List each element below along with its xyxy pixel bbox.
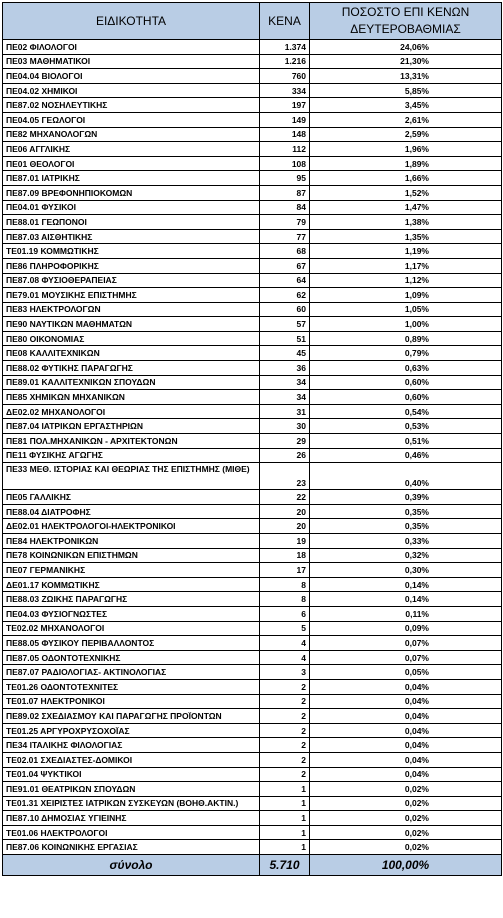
percent-cell: 0,05% <box>310 665 502 680</box>
percent-cell: 0,89% <box>310 331 502 346</box>
specialty-cell: ΠΕ08 ΚΑΛΛΙΤΕΧΝΙΚΩΝ <box>3 346 260 361</box>
specialty-cell: ΠΕ88.01 ΓΕΩΠΟΝΟΙ <box>3 215 260 230</box>
percent-cell: 0,46% <box>310 448 502 463</box>
vacancies-cell: 112 <box>260 142 310 157</box>
percent-cell: 3,45% <box>310 98 502 113</box>
vacancies-cell: 34 <box>260 375 310 390</box>
percent-cell: 0,60% <box>310 390 502 405</box>
vacancies-cell: 4 <box>260 650 310 665</box>
vacancies-table <box>2 2 502 876</box>
percent-cell: 1,66% <box>310 171 502 186</box>
table-row <box>3 346 502 361</box>
vacancies-cell: 2 <box>260 723 310 738</box>
vacancies-cell: 36 <box>260 361 310 376</box>
specialty-cell: ΠΕ87.03 ΑΙΣΘΗΤΙΚΗΣ <box>3 229 260 244</box>
vacancies-cell: 17 <box>260 563 310 578</box>
specialty-cell: ΠΕ84 ΗΛΕΚΤΡΟΝΙΚΩΝ <box>3 534 260 549</box>
vacancies-cell: 2 <box>260 679 310 694</box>
specialty-cell: ΔΕ02.01 ΗΛΕΚΤΡΟΛΟΓΟΙ-ΗΛΕΚΤΡΟΝΙΚΟΙ <box>3 519 260 534</box>
table-row <box>3 490 502 505</box>
percent-cell: 0,53% <box>310 419 502 434</box>
table-row <box>3 811 502 826</box>
specialty-cell: ΠΕ83 ΗΛΕΚΤΡΟΛΟΓΩΝ <box>3 302 260 317</box>
table-row <box>3 273 502 288</box>
percent-cell: 2,59% <box>310 127 502 142</box>
vacancies-cell: 148 <box>260 127 310 142</box>
percent-cell: 0,40% <box>310 463 502 490</box>
vacancies-cell: 1 <box>260 811 310 826</box>
total-percent: 100,00% <box>310 855 502 876</box>
table-row <box>3 302 502 317</box>
specialty-cell: ΠΕ03 ΜΑΘΗΜΑΤΙΚΟΙ <box>3 54 260 69</box>
percent-cell: 0,04% <box>310 767 502 782</box>
percent-cell: 1,09% <box>310 288 502 303</box>
vacancies-cell: 34 <box>260 390 310 405</box>
percent-cell: 1,52% <box>310 185 502 200</box>
table-row <box>3 606 502 621</box>
vacancies-cell: 51 <box>260 331 310 346</box>
table-row <box>3 258 502 273</box>
percent-cell: 1,96% <box>310 142 502 157</box>
table-row <box>3 738 502 753</box>
table-row <box>3 563 502 578</box>
table-row <box>3 723 502 738</box>
specialty-cell: ΠΕ89.01 ΚΑΛΛΙΤΕΧΝΙΚΩΝ ΣΠΟΥΔΩΝ <box>3 375 260 390</box>
percent-cell: 0,79% <box>310 346 502 361</box>
specialty-cell: ΠΕ06 ΑΓΓΛΙΚΗΣ <box>3 142 260 157</box>
vacancies-cell: 60 <box>260 302 310 317</box>
table-row <box>3 679 502 694</box>
vacancies-cell: 23 <box>260 463 310 490</box>
specialty-cell: ΠΕ05 ΓΑΛΛΙΚΗΣ <box>3 490 260 505</box>
percent-cell: 21,30% <box>310 54 502 69</box>
specialty-cell: ΠΕ87.04 ΙΑΤΡΙΚΩΝ ΕΡΓΑΣΤΗΡΙΩΝ <box>3 419 260 434</box>
table-row <box>3 244 502 259</box>
vacancies-cell: 30 <box>260 419 310 434</box>
specialty-cell: ΤΕ02.01 ΣΧΕΔΙΑΣΤΕΣ-ΔΟΜΙΚΟΙ <box>3 752 260 767</box>
specialty-cell: ΠΕ04.03 ΦΥΣΙΟΓΝΩΣΤΕΣ <box>3 606 260 621</box>
vacancies-cell: 4 <box>260 636 310 651</box>
vacancies-cell: 1.216 <box>260 54 310 69</box>
specialty-cell: ΠΕ01 ΘΕΟΛΟΓΟΙ <box>3 156 260 171</box>
table-row <box>3 577 502 592</box>
percent-cell: 24,06% <box>310 40 502 55</box>
table-row <box>3 548 502 563</box>
table-row <box>3 185 502 200</box>
percent-cell: 0,04% <box>310 738 502 753</box>
vacancies-cell: 334 <box>260 83 310 98</box>
vacancies-cell: 64 <box>260 273 310 288</box>
table-row <box>3 331 502 346</box>
table-header <box>3 3 502 40</box>
table-row <box>3 127 502 142</box>
vacancies-cell: 77 <box>260 229 310 244</box>
vacancies-cell: 18 <box>260 548 310 563</box>
vacancies-cell: 57 <box>260 317 310 332</box>
specialty-cell: ΤΕ01.26 ΟΔΟΝΤΟΤΕΧΝΙΤΕΣ <box>3 679 260 694</box>
percent-cell: 1,12% <box>310 273 502 288</box>
specialty-cell: ΠΕ90 ΝΑΥΤΙΚΩΝ ΜΑΘΗΜΑΤΩΝ <box>3 317 260 332</box>
percent-cell: 1,47% <box>310 200 502 215</box>
percent-cell: 0,60% <box>310 375 502 390</box>
specialty-cell: ΠΕ81 ΠΟΛ.ΜΗΧΑΝΙΚΩΝ - ΑΡΧΙΤΕΚΤΟΝΩΝ <box>3 434 260 449</box>
percent-cell: 0,11% <box>310 606 502 621</box>
table-row <box>3 142 502 157</box>
percent-cell: 1,35% <box>310 229 502 244</box>
table-row <box>3 709 502 724</box>
vacancies-cell: 1 <box>260 796 310 811</box>
vacancies-cell: 197 <box>260 98 310 113</box>
percent-cell: 0,02% <box>310 825 502 840</box>
vacancies-cell: 8 <box>260 592 310 607</box>
percent-cell: 0,39% <box>310 490 502 505</box>
table-row <box>3 592 502 607</box>
total-label: σύνολο <box>3 855 260 876</box>
specialty-cell: ΤΕ01.31 ΧΕΙΡΙΣΤΕΣ ΙΑΤΡΙΚΩΝ ΣΥΣΚΕΥΩΝ (ΒΟΗΘ.ΑΚΤΙΝ.) <box>3 796 260 811</box>
specialty-cell: ΠΕ04.04 ΒΙΟΛΟΓΟΙ <box>3 69 260 84</box>
vacancies-cell: 2 <box>260 767 310 782</box>
specialty-cell: ΠΕ87.08 ΦΥΣΙΟΘΕΡΑΠΕΙΑΣ <box>3 273 260 288</box>
table-row <box>3 840 502 855</box>
percent-cell: 0,04% <box>310 679 502 694</box>
table-row <box>3 621 502 636</box>
specialty-cell: ΠΕ88.04 ΔΙΑΤΡΟΦΗΣ <box>3 504 260 519</box>
specialty-cell: ΔΕ01.17 ΚΟΜΜΩΤΙΚΗΣ <box>3 577 260 592</box>
vacancies-cell: 1 <box>260 782 310 797</box>
table-row <box>3 229 502 244</box>
percent-cell: 0,04% <box>310 723 502 738</box>
vacancies-cell: 760 <box>260 69 310 84</box>
specialty-cell: ΤΕ01.04 ΨΥΚΤΙΚΟΙ <box>3 767 260 782</box>
vacancies-cell: 84 <box>260 200 310 215</box>
total-row <box>3 855 502 876</box>
vacancies-cell: 2 <box>260 709 310 724</box>
vacancies-cell: 95 <box>260 171 310 186</box>
specialty-cell: ΤΕ01.07 ΗΛΕΚΤΡΟΝΙΚΟΙ <box>3 694 260 709</box>
specialty-cell: ΠΕ87.09 ΒΡΕΦΟΝΗΠΙΟΚΟΜΩΝ <box>3 185 260 200</box>
specialty-cell: ΠΕ88.03 ΖΩΙΚΗΣ ΠΑΡΑΓΩΓΗΣ <box>3 592 260 607</box>
percent-cell: 2,61% <box>310 112 502 127</box>
percent-cell: 1,17% <box>310 258 502 273</box>
percent-cell: 1,89% <box>310 156 502 171</box>
header-row <box>3 3 502 40</box>
table-row <box>3 288 502 303</box>
percent-cell: 0,14% <box>310 592 502 607</box>
specialty-cell: ΠΕ02 ΦΙΛΟΛΟΓΟΙ <box>3 40 260 55</box>
percent-cell: 0,35% <box>310 519 502 534</box>
vacancies-cell: 19 <box>260 534 310 549</box>
table-row <box>3 650 502 665</box>
specialty-cell: ΠΕ88.02 ΦΥΤΙΚΗΣ ΠΑΡΑΓΩΓΗΣ <box>3 361 260 376</box>
table-row <box>3 434 502 449</box>
specialty-cell: ΠΕ91.01 ΘΕΑΤΡΙΚΩΝ ΣΠΟΥΔΩΝ <box>3 782 260 797</box>
table-row <box>3 419 502 434</box>
percent-cell: 1,38% <box>310 215 502 230</box>
vacancies-cell: 79 <box>260 215 310 230</box>
table-row <box>3 796 502 811</box>
specialty-cell: ΠΕ11 ΦΥΣΙΚΗΣ ΑΓΩΓΗΣ <box>3 448 260 463</box>
table-row <box>3 40 502 55</box>
specialty-cell: ΠΕ80 ΟΙΚΟΝΟΜΙΑΣ <box>3 331 260 346</box>
table-row <box>3 404 502 419</box>
table-row <box>3 534 502 549</box>
vacancies-cell: 68 <box>260 244 310 259</box>
percent-cell: 1,19% <box>310 244 502 259</box>
header-vacancies: ΚΕΝΑ <box>260 3 310 40</box>
vacancies-cell: 45 <box>260 346 310 361</box>
vacancies-cell: 108 <box>260 156 310 171</box>
table-row <box>3 463 502 490</box>
specialty-cell: ΠΕ88.05 ΦΥΣΙΚΟΥ ΠΕΡΙΒΑΛΛΟΝΤΟΣ <box>3 636 260 651</box>
table-row <box>3 767 502 782</box>
vacancies-cell: 62 <box>260 288 310 303</box>
vacancies-cell: 67 <box>260 258 310 273</box>
specialty-cell: ΤΕ01.06 ΗΛΕΚΤΡΟΛΟΓΟΙ <box>3 825 260 840</box>
table-row <box>3 317 502 332</box>
vacancies-cell: 20 <box>260 504 310 519</box>
table-row <box>3 112 502 127</box>
vacancies-cell: 1.374 <box>260 40 310 55</box>
percent-cell: 0,04% <box>310 752 502 767</box>
specialty-cell: ΤΕ01.25 ΑΡΓΥΡΟΧΡΥΣΟΧΟΪΑΣ <box>3 723 260 738</box>
specialty-cell: ΠΕ87.01 ΙΑΤΡΙΚΗΣ <box>3 171 260 186</box>
table-footer <box>3 855 502 876</box>
vacancies-cell: 26 <box>260 448 310 463</box>
table-row <box>3 825 502 840</box>
vacancies-cell: 1 <box>260 840 310 855</box>
table-row <box>3 390 502 405</box>
specialty-cell: ΠΕ85 ΧΗΜΙΚΩΝ ΜΗΧΑΝΙΚΩΝ <box>3 390 260 405</box>
vacancies-cell: 31 <box>260 404 310 419</box>
percent-cell: 0,02% <box>310 796 502 811</box>
table-row <box>3 83 502 98</box>
table-row <box>3 519 502 534</box>
percent-cell: 1,00% <box>310 317 502 332</box>
percent-cell: 5,85% <box>310 83 502 98</box>
percent-cell: 13,31% <box>310 69 502 84</box>
percent-cell: 0,09% <box>310 621 502 636</box>
vacancies-cell: 29 <box>260 434 310 449</box>
specialty-cell: ΠΕ82 ΜΗΧΑΝΟΛΟΓΩΝ <box>3 127 260 142</box>
specialty-cell: ΠΕ34 ΙΤΑΛΙΚΗΣ ΦΙΛΟΛΟΓΙΑΣ <box>3 738 260 753</box>
vacancies-cell: 2 <box>260 752 310 767</box>
table-row <box>3 156 502 171</box>
header-percent <box>310 3 502 40</box>
table-row <box>3 215 502 230</box>
percent-cell: 0,02% <box>310 811 502 826</box>
table-row <box>3 665 502 680</box>
percent-cell: 0,04% <box>310 694 502 709</box>
percent-cell: 0,02% <box>310 840 502 855</box>
table-row <box>3 636 502 651</box>
vacancies-cell: 6 <box>260 606 310 621</box>
table-row <box>3 200 502 215</box>
percent-cell: 0,32% <box>310 548 502 563</box>
header-percent-line2: ΔΕΥΤΕΡΟΒΑΘΜΙΑΣ <box>350 22 461 36</box>
specialty-cell: ΠΕ04.05 ΓΕΩΛΟΓΟΙ <box>3 112 260 127</box>
vacancies-cell: 3 <box>260 665 310 680</box>
specialty-cell: ΠΕ87.10 ΔΗΜΟΣΙΑΣ ΥΓΙΕΙΝΗΣ <box>3 811 260 826</box>
table-body <box>3 40 502 855</box>
table-row <box>3 752 502 767</box>
percent-cell: 0,07% <box>310 636 502 651</box>
percent-cell: 0,14% <box>310 577 502 592</box>
percent-cell: 0,30% <box>310 563 502 578</box>
specialty-cell: ΔΕ02.02 ΜΗΧΑΝΟΛΟΓΟΙ <box>3 404 260 419</box>
table-row <box>3 54 502 69</box>
percent-cell: 0,33% <box>310 534 502 549</box>
total-vacancies: 5.710 <box>260 855 310 876</box>
percent-cell: 0,63% <box>310 361 502 376</box>
table-row <box>3 361 502 376</box>
percent-cell: 0,02% <box>310 782 502 797</box>
percent-cell: 0,51% <box>310 434 502 449</box>
table-row <box>3 69 502 84</box>
percent-cell: 0,35% <box>310 504 502 519</box>
specialty-cell: ΠΕ87.06 ΚΟΙΝΩΝΙΚΗΣ ΕΡΓΑΣΙΑΣ <box>3 840 260 855</box>
specialty-cell: ΠΕ07 ΓΕΡΜΑΝΙΚΗΣ <box>3 563 260 578</box>
vacancies-cell: 1 <box>260 825 310 840</box>
table-row <box>3 171 502 186</box>
vacancies-cell: 2 <box>260 738 310 753</box>
table-row <box>3 375 502 390</box>
vacancies-cell: 20 <box>260 519 310 534</box>
vacancies-cell: 5 <box>260 621 310 636</box>
header-percent-line1: ΠΟΣΟΣΤΟ ΕΠΙ ΚΕΝΩΝ <box>341 5 470 19</box>
specialty-cell: ΠΕ89.02 ΣΧΕΔΙΑΣΜΟΥ ΚΑΙ ΠΑΡΑΓΩΓΗΣ ΠΡΟΪΟΝΤΩΝ <box>3 709 260 724</box>
specialty-cell: ΠΕ04.01 ΦΥΣΙΚΟΙ <box>3 200 260 215</box>
percent-cell: 1,05% <box>310 302 502 317</box>
table-row <box>3 782 502 797</box>
specialty-cell: ΠΕ79.01 ΜΟΥΣΙΚΗΣ ΕΠΙΣΤΗΜΗΣ <box>3 288 260 303</box>
specialty-cell: ΠΕ86 ΠΛΗΡΟΦΟΡΙΚΗΣ <box>3 258 260 273</box>
vacancies-cell: 22 <box>260 490 310 505</box>
specialty-cell: ΠΕ78 ΚΟΙΝΩΝΙΚΩΝ ΕΠΙΣΤΗΜΩΝ <box>3 548 260 563</box>
vacancies-cell: 149 <box>260 112 310 127</box>
specialty-cell: ΠΕ87.05 ΟΔΟΝΤΟΤΕΧΝΙΚΗΣ <box>3 650 260 665</box>
percent-cell: 0,54% <box>310 404 502 419</box>
table-row <box>3 504 502 519</box>
percent-cell: 0,07% <box>310 650 502 665</box>
specialty-cell: ΤΕ02.02 ΜΗΧΑΝΟΛΟΓΟΙ <box>3 621 260 636</box>
table-row <box>3 448 502 463</box>
vacancies-cell: 8 <box>260 577 310 592</box>
specialty-cell: ΠΕ33 ΜΕΘ. ΙΣΤΟΡΙΑΣ ΚΑΙ ΘΕΩΡΙΑΣ ΤΗΣ ΕΠΙΣΤΗΜΗΣ (ΜΙΘΕ) <box>3 463 260 490</box>
specialty-cell: ΠΕ87.07 ΡΑΔΙΟΛΟΓΙΑΣ- ΑΚΤΙΝΟΛΟΓΙΑΣ <box>3 665 260 680</box>
specialty-cell: ΠΕ87.02 ΝΟΣΗΛΕΥΤΙΚΗΣ <box>3 98 260 113</box>
table-row <box>3 694 502 709</box>
header-specialty: ΕΙΔΙΚΟΤΗΤΑ <box>3 3 260 40</box>
vacancies-cell: 87 <box>260 185 310 200</box>
specialty-cell: ΠΕ04.02 ΧΗΜΙΚΟΙ <box>3 83 260 98</box>
percent-cell: 0,04% <box>310 709 502 724</box>
vacancies-cell: 2 <box>260 694 310 709</box>
specialty-cell: ΤΕ01.19 ΚΟΜΜΩΤΙΚΗΣ <box>3 244 260 259</box>
table-row <box>3 98 502 113</box>
